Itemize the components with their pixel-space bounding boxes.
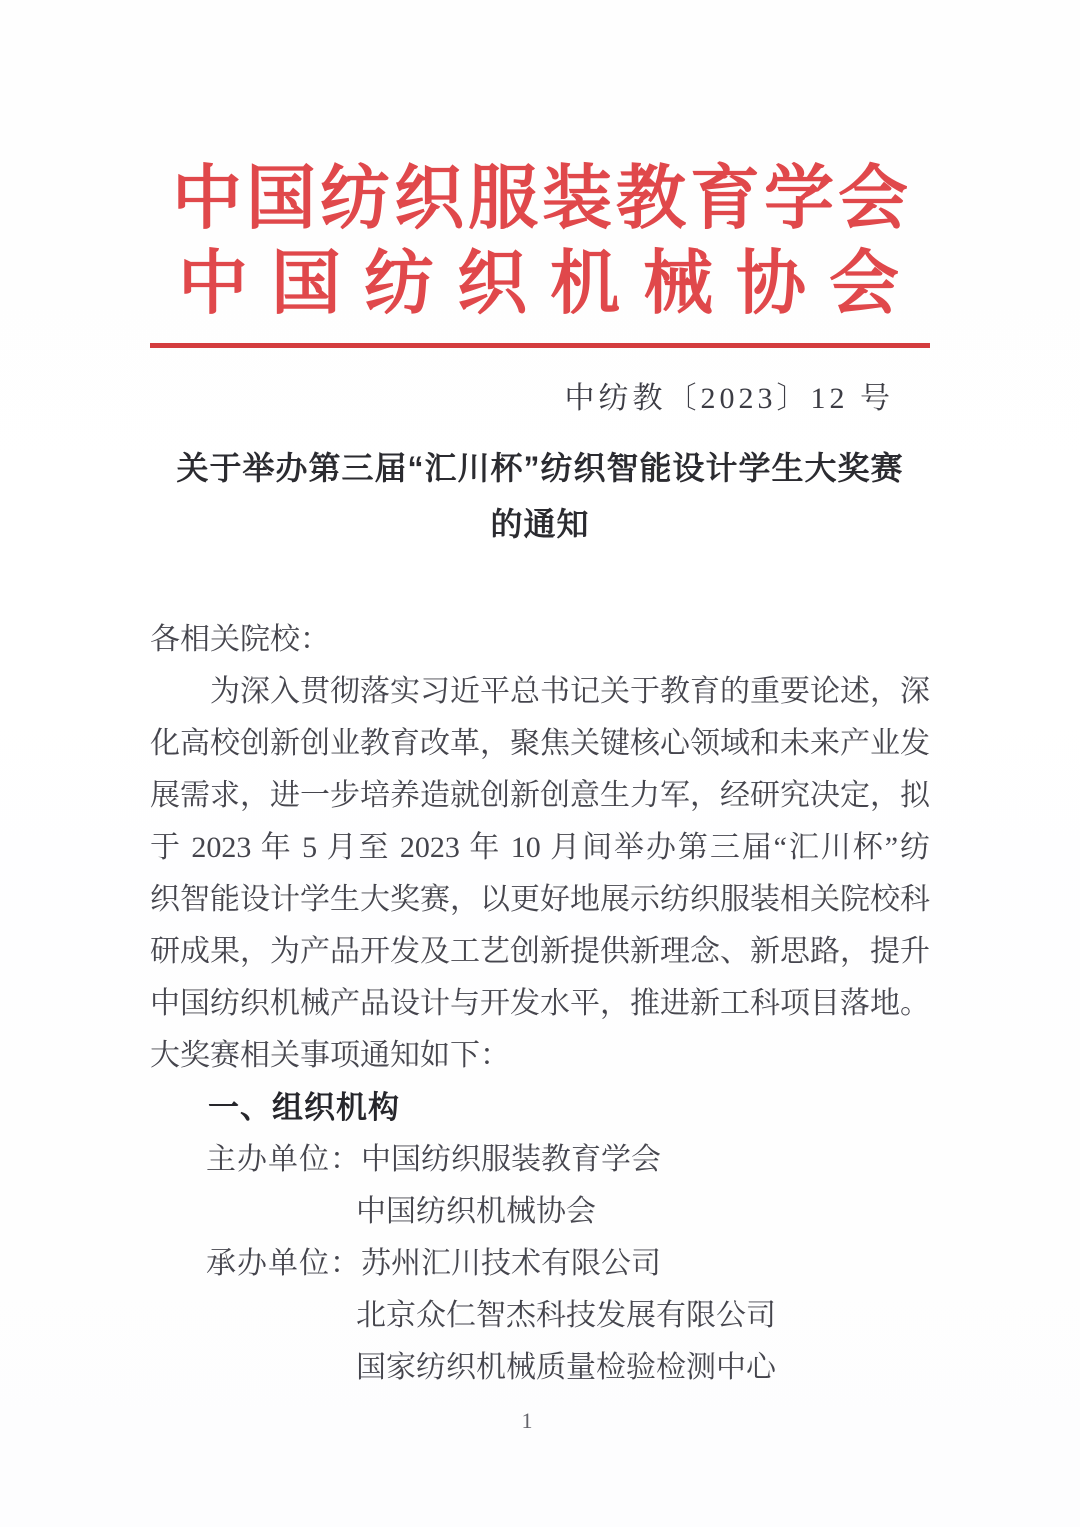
page-content [150, 0, 930, 1394]
undertaker-label: 承办单位： [206, 1247, 361, 1280]
org-row-host [150, 1134, 930, 1186]
letterhead-org-line2: 中国纺织机械协会 [178, 244, 922, 322]
paragraph-line: 中国纺织机械产品设计与开发水平，推进新工科项目落地。 [150, 987, 930, 1020]
paragraph-line: 研成果，为产品开发及工艺创新提供新理念、新思路，提升 [150, 935, 930, 968]
document-number: 中纺教〔2023〕12 号 [564, 382, 894, 415]
paragraph-line: 于 2023 年 5 月至 2023 年 10 月间举办第三届“汇川杯”纺 [150, 831, 930, 864]
notice-title-line2: 的通知 [490, 506, 590, 542]
section-heading-organization: 一、组织机构 [208, 1090, 400, 1125]
host-label: 主办单位： [206, 1143, 361, 1176]
paragraph-line: 大奖赛相关事项通知如下： [150, 1039, 510, 1072]
salutation: 各相关院校： [150, 623, 330, 656]
org-row-undertaker-cont [150, 1342, 930, 1394]
paragraph-line: 展需求，进一步培养造就创新创意生力军，经研究决定，拟 [150, 779, 930, 812]
org-row-undertaker [150, 1238, 930, 1290]
org-row-undertaker-cont [150, 1290, 930, 1342]
paragraph-line: 为深入贯彻落实习近平总书记关于教育的重要论述，深 [210, 675, 930, 708]
undertaker-name: 苏州汇川技术有限公司 [361, 1247, 661, 1280]
undertaker-name: 北京众仁智杰科技发展有限公司 [356, 1299, 776, 1332]
undertaker-name: 国家纺织机械质量检验检测中心 [356, 1351, 776, 1384]
notice-body [150, 614, 930, 1394]
letterhead [150, 156, 930, 348]
paragraph-line: 织智能设计学生大奖赛，以更好地展示纺织服装相关院校科 [150, 883, 930, 916]
notice-title-line1: 关于举办第三届“汇川杯”纺织智能设计学生大奖赛 [176, 450, 904, 486]
letterhead-org-line1: 中国纺织服装教育学会 [172, 159, 912, 237]
org-row-host-cont [150, 1186, 930, 1238]
page-number: 1 [521, 1408, 533, 1433]
notice-title [150, 440, 930, 552]
host-name: 中国纺织服装教育学会 [361, 1143, 661, 1176]
letterhead-rule [150, 343, 930, 348]
paragraph-line: 化高校创新创业教育改革，聚焦关键核心领域和未来产业发 [150, 727, 930, 760]
host-name: 中国纺织机械协会 [356, 1195, 596, 1228]
